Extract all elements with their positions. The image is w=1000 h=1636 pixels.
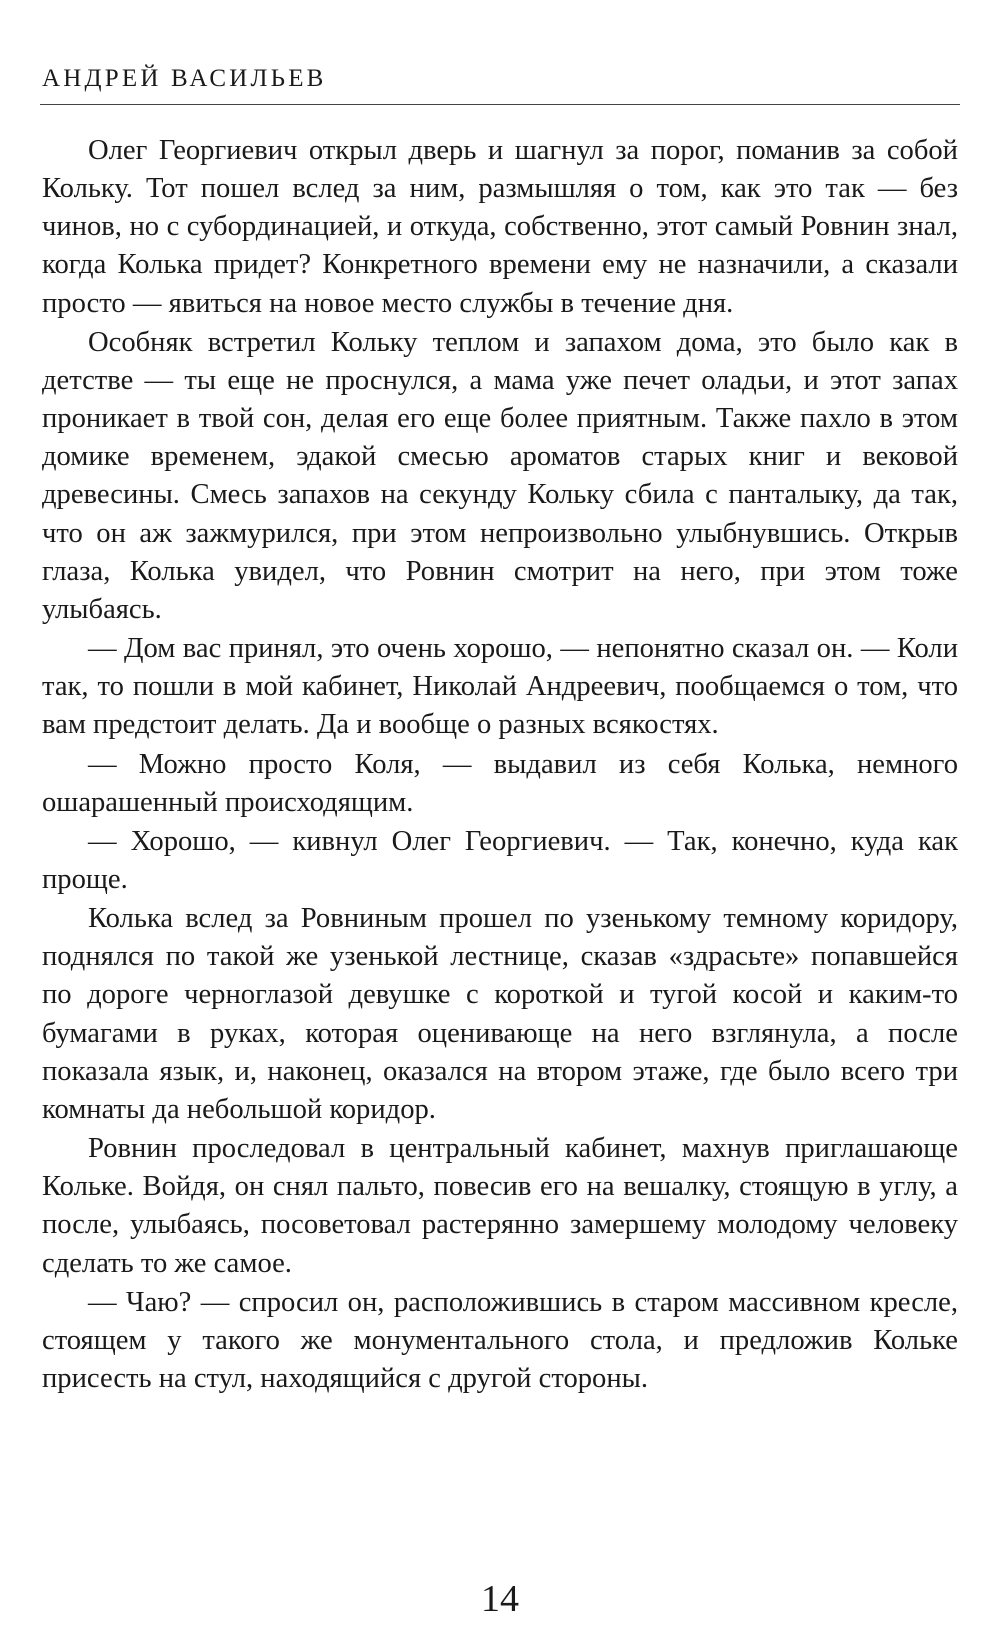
paragraph: Олег Георгиевич открыл дверь и шагнул за порог, поманив за собой Кольку. Тот пошел вслед за ним, размышляя о том, как это так — без чинов, но с субординацией, и откуда, собственно, этот самый Ровнин знал, когда Колька придет? Конкретного времени ему не назначили, а сказали просто — явиться на новое место службы в течение дня. [42,135,958,319]
paragraph: — Дом вас принял, это очень хорошо, — непонятно сказал он. — Коли так, то пошли в мой кабинет, Николай Андреевич, пообщаемся о том, что вам предстоит делать. Да и вообще о разных всякостях. [42,633,958,741]
paragraph: — Чаю? — спросил он, расположившись в старом массивном кресле, стоящем у такого же монументального стола, и предложив Кольке присесть на стул, находящийся с другой стороны. [42,1286,958,1394]
running-head-author: АНДРЕЙ ВАСИЛЬЕВ [42,65,327,92]
header-rule [40,104,960,105]
paragraph: Особняк встретил Кольку теплом и запахом дома, это было как в детстве — ты еще не проснулся, а мама уже печет оладьи, и этот запах проникает в твой сон, делая его еще более приятным. Также пахло в этом домике временем, эдакой смесью ароматов старых книг и вековой древесины. Смесь запахов на секунду Кольку сбила с панталыку, да так, что он аж зажмурился, при этом непроизвольно улыбнувшись. Открыв глаза, Колька увидел, что Ровнин смотрит на него, при этом тоже улыбаясь. [42,326,958,625]
paragraph: Ровнин проследовал в центральный кабинет, махнув приглашающе Кольке. Войдя, он снял пальто, повесив его на вешалку, стоящую в углу, а после, улыбаясь, посоветовал растерянно замершему молодому человеку сделать то же самое. [42,1133,958,1279]
paragraph: — Можно просто Коля, — выдавил из себя Колька, немного ошарашенный происходящим. [42,748,958,818]
paragraph: — Хорошо, — кивнул Олег Георгиевич. — Так, конечно, куда как проще. [42,825,958,895]
body-text [42,132,958,1399]
page-number: 14 [481,1578,519,1620]
paragraph: Колька вслед за Ровниным прошел по узенькому темному коридору, поднялся по такой же узенькой лестнице, сказав «здрасьте» попавшейся по дороге черноглазой девушке с короткой и тугой косой и каким-то бумагами в руках, которая оценивающе на него взглянула, а после показала язык, и, наконец, оказался на втором этаже, где было всего три комнаты да небольшой коридор. [42,903,958,1125]
